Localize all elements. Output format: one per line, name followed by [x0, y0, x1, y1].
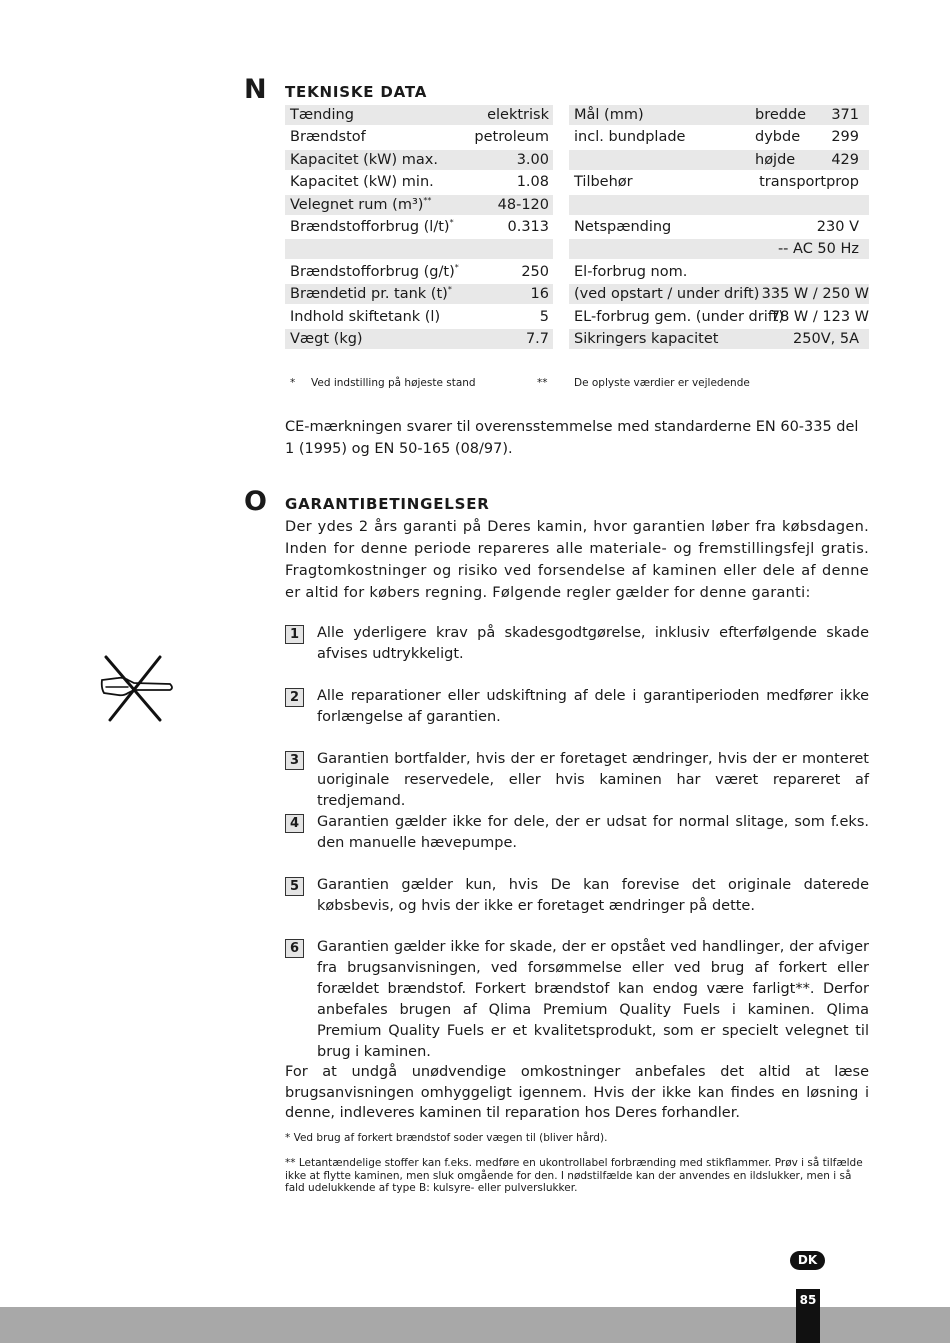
- spec-label: Mål (mm): [574, 107, 644, 123]
- spec-row: [569, 307, 869, 327]
- spec-footnote-mark: *: [449, 218, 454, 227]
- spec-label: EL-forbrug gem. (under drift): [574, 308, 784, 325]
- spec-label: Indhold skiftetank (l): [290, 308, 441, 325]
- spec-row: [285, 239, 553, 259]
- spec-row: [285, 284, 553, 304]
- spec-row: [569, 239, 869, 259]
- spec-value: 3.00: [516, 151, 549, 168]
- spec-label: Tænding: [290, 107, 354, 123]
- spec-row: [285, 217, 553, 237]
- page-number: 85: [799, 1293, 817, 1307]
- spec-footnote-mark: *: [447, 285, 452, 295]
- item-number: 6: [285, 939, 304, 958]
- spec-row: [285, 150, 553, 170]
- spec-value: elektrisk: [487, 107, 549, 123]
- item-number: 1: [285, 625, 304, 644]
- item-number: 3: [285, 751, 304, 770]
- spec-footnote-mark: **: [423, 195, 432, 205]
- spec-label: (ved opstart / under drift): [574, 286, 760, 303]
- footnote-double-star-mark: **: [537, 377, 548, 389]
- footnote-double-star-text: De oplyste værdier er vejledende: [574, 377, 750, 389]
- language-badge: DK: [790, 1251, 825, 1270]
- spec-row: [285, 105, 553, 125]
- spec-value: 371: [831, 107, 859, 123]
- spec-label: Netspænding: [574, 219, 672, 235]
- spec-value: 299: [831, 129, 859, 146]
- spec-sublabel: dybde: [755, 129, 801, 146]
- spec-label: Tilbehør: [574, 174, 633, 191]
- spec-row: [569, 284, 869, 304]
- item-text: Alle reparationer eller udskiftning af dele i garantiperioden medfører ikke forlængelse af garantien.: [317, 688, 869, 725]
- warranty-closing: For at undgå unødvendige omkostninger anbefales det altid at læse brugsanvisningen omhyggeligt igennem. Hvis der ikke kan findes en løsning i denne, indleveres kaminen til reparation hos Deres forhandler.: [285, 1064, 869, 1121]
- spec-sublabel: bredde: [755, 107, 807, 123]
- spec-value: 1.08: [516, 174, 549, 191]
- item-text: Garantien gælder ikke for skade, der er opstået ved handlinger, der afviger fra brugsanvisningen, ved forsømmelse eller ved brug af forkert eller forældet brændstof. Forkert brændstof kan endog være farligt**. Derfor anbefales brugen af Qlima Premium Quality Fuels i kaminen. Qlima Premium Quality Fuels er et kvalitetsprodukt, som er specielt velegnet til brug i kaminen.: [317, 939, 869, 1060]
- spec-label: Velegnet rum (m³)**: [290, 195, 432, 213]
- spec-row: [569, 150, 869, 170]
- spec-value: 48-120: [497, 196, 549, 213]
- section-letter-n: N: [244, 74, 267, 105]
- item-text: Garantien gælder kun, hvis De kan forevise det originale daterede købsbevis, og hvis der ikke er foretaget ændringer på dette.: [317, 877, 869, 914]
- spec-row: [569, 329, 869, 349]
- spec-row: [285, 329, 553, 349]
- spec-row: [569, 127, 869, 147]
- spec-value: 7.7: [525, 331, 549, 347]
- spec-row: [569, 172, 869, 192]
- spec-sublabel: højde: [755, 151, 796, 168]
- spec-value: 335 W / 250 W: [761, 286, 869, 303]
- crossed-out-screwdriver-icon: [98, 652, 178, 724]
- item-text: Garantien bortfalder, hvis der er foretaget ændringer, hvis der er monteret uoriginale reservedele, eller hvis kaminen har været repareret af tredjemand.: [317, 751, 869, 809]
- spec-row: [285, 262, 553, 282]
- section-letter-o: O: [244, 486, 267, 517]
- spec-row: [285, 195, 553, 215]
- spec-value: 250: [521, 263, 549, 280]
- spec-label: Kapacitet (kW) min.: [290, 174, 434, 191]
- spec-label: Brændstof: [290, 129, 366, 146]
- note-wick: * Ved brug af forkert brændstof soder vægen til (bliver hård).: [285, 1132, 608, 1144]
- spec-value: 16: [530, 286, 549, 303]
- spec-label: Vægt (kg): [290, 331, 363, 347]
- spec-value: petroleum: [474, 129, 549, 146]
- note-flammable: ** Letantændelige stoffer kan f.eks. medføre en ukontrollabel forbrænding med stikflammer. Prøv i så tilfælde ikke at flytte kaminen, men sluk omgående for den. I nødstilfælde kan der anvendes en ildslukker, men i så fald udelukkende af type B: kulsyre- eller pulverslukker.: [285, 1157, 863, 1194]
- spec-value: 78 W / 123 W: [770, 308, 869, 325]
- spec-row: [569, 217, 869, 237]
- spec-value: 0.313: [507, 219, 549, 235]
- item-text: Alle yderligere krav på skadesgodtgørelse, inklusiv efterfølgende skade afvises udtrykkeligt.: [317, 625, 869, 662]
- spec-row: [285, 172, 553, 192]
- spec-row: [569, 262, 869, 282]
- item-number: 2: [285, 688, 304, 707]
- spec-label: Kapacitet (kW) max.: [290, 151, 438, 168]
- spec-value: -- AC 50 Hz: [777, 241, 859, 258]
- item-number: 5: [285, 877, 304, 896]
- footnote-star-text: Ved indstilling på højeste stand: [311, 377, 476, 389]
- spec-row: [569, 105, 869, 125]
- spec-label: Brændstofforbrug (l/t)*: [290, 218, 454, 235]
- spec-value: transportprop: [759, 174, 859, 191]
- ce-marking-text: CE-mærkningen svarer til overensstemmelse med standarderne EN 60-335 del 1 (1995) og EN 50-165 (08/97).: [285, 419, 859, 457]
- spec-label: Sikringers kapacitet: [574, 331, 719, 347]
- spec-value: 5: [539, 308, 549, 325]
- spec-value: 230 V: [816, 219, 859, 235]
- spec-value: 429: [831, 151, 859, 168]
- spec-value: 250V, 5A: [793, 331, 859, 347]
- section-title-technical-data: TEKNISKE DATA: [285, 83, 428, 101]
- item-number: 4: [285, 814, 304, 833]
- spec-row: [569, 195, 869, 215]
- footnote-star-mark: *: [290, 377, 296, 389]
- warranty-intro: Der ydes 2 års garanti på Deres kamin, hvor garantien løber fra købsdagen. Inden for denne periode repareres alle materiale- og fremstillingsfejl gratis. Fragtomkostninger og risiko ved forsendelse af kaminen eller dele af denne er altid for købers regning. Følgende regler gælder for denne garanti:: [285, 519, 869, 601]
- spec-label: El-forbrug nom.: [574, 263, 688, 280]
- spec-label: Brændetid pr. tank (t)*: [290, 285, 452, 303]
- spec-row: [285, 307, 553, 327]
- section-title-warranty: GARANTIBETINGELSER: [285, 495, 490, 513]
- spec-label: incl. bundplade: [574, 129, 686, 146]
- spec-footnote-mark: *: [454, 262, 459, 272]
- spec-row: [285, 127, 553, 147]
- item-text: Garantien gælder ikke for dele, der er udsat for normal slitage, som f.eks. den manuelle hævepumpe.: [317, 814, 869, 851]
- spec-label: Brændstofforbrug (g/t)*: [290, 262, 459, 280]
